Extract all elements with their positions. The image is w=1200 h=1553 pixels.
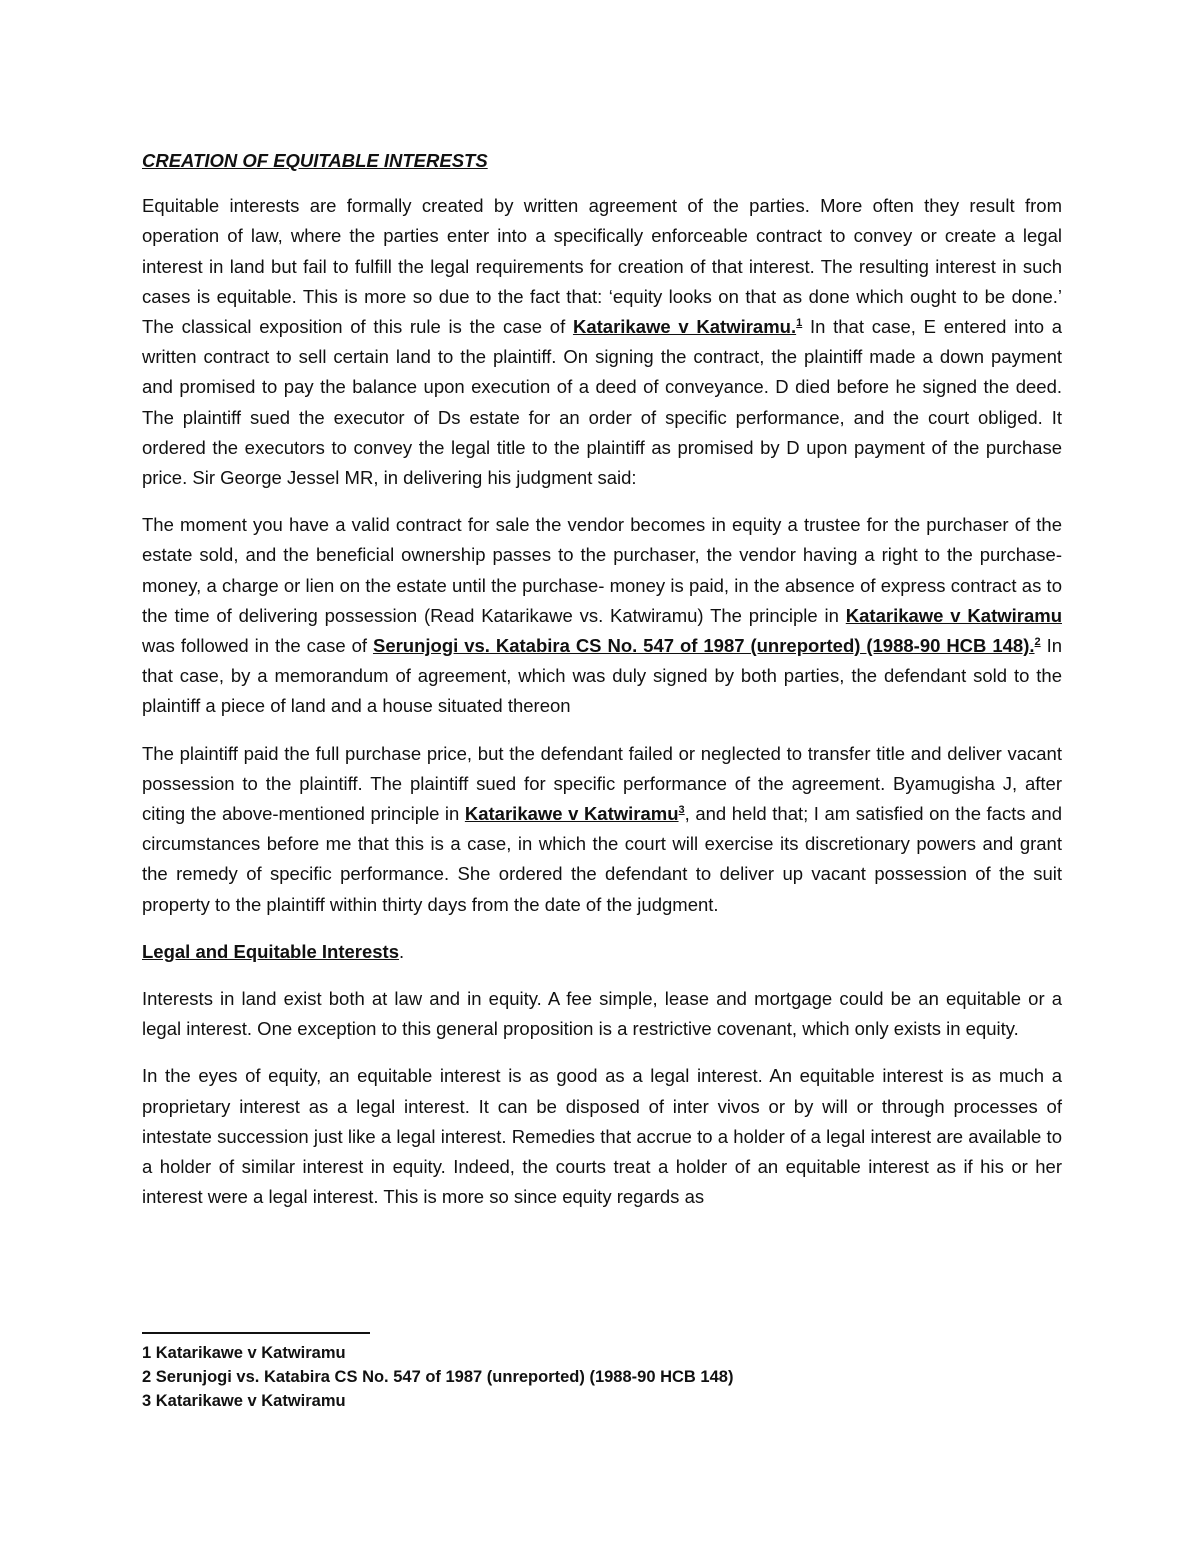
footnote-ref-1[interactable]: 1	[796, 316, 803, 329]
paragraph-1	[142, 191, 1062, 493]
paragraph-text: The moment you have a valid contract for sale the vendor becomes in equity a trustee for the purchaser of the estate sold, and the beneficial ownership passes to the purchaser, the vendor having a right to the purchase- money, a charge or lien on the estate until the purchase- money is paid, in the absence of express contract as to the time of delivering possession (Read Katarikawe vs. Katwiramu) The principle in	[142, 514, 1062, 626]
footnote-2: 2 Serunjogi vs. Katabira CS No. 547 of 1987 (unreported) (1988-90 HCB 148)	[142, 1368, 734, 1386]
paragraph-text: Equitable interests are formally created by written agreement of the parties. More often they result from operation of law, where the parties enter into a specifically enforceable contract to convey or create a legal interest in land but fail to fulfill the legal requirements for creation of that interest. The resulting interest in such cases is equitable. This is more so due to the fact that: ‘equity looks on that as done which ought to be done.’ The classical exposition of this rule is the case of	[142, 195, 1062, 338]
case-citation: Katarikawe v Katwiramu.	[572, 316, 797, 338]
footnote-separator	[142, 1332, 370, 1334]
paragraph-text: was followed in the case of	[142, 635, 373, 657]
paragraph-3	[142, 739, 1062, 920]
footnote-ref-3[interactable]: 3	[678, 803, 685, 816]
footnote-ref-2[interactable]: 2	[1034, 635, 1041, 648]
subheading	[142, 937, 1062, 967]
footnote-1: 1 Katarikawe v Katwiramu	[142, 1344, 346, 1362]
paragraph-4: Interests in land exist both at law and in equity. A fee simple, lease and mortgage could be an equitable or a legal interest. One exception to this general proposition is a restrictive covenant, which only exists in equity.	[142, 988, 1062, 1040]
paragraph-2	[142, 510, 1062, 721]
paragraph-text: , and held that; I am satisfied on the facts and circumstances before me that this is a case, in which the court will exercise its discretionary powers and grant the remedy of specific performance. She ordered the defendant to deliver up vacant possession of the suit property to the plaintiff within thirty days from the date of the judgment.	[142, 803, 1062, 915]
case-citation: Katarikawe v Katwiramu	[464, 803, 679, 825]
paragraph-text: In that case, E entered into a written contract to sell certain land to the plaintiff. On signing the contract, the plaintiff made a down payment and promised to pay the balance upon execution of a deed of conveyance. D died before he signed the deed. The plaintiff sued the executor of Ds estate for an order of specific performance, and the court obliged. It ordered the executors to convey the legal title to the plaintiff as promised by D upon payment of the purchase price. Sir George Jessel MR, in delivering his judgment said:	[142, 316, 1063, 489]
subheading-text: Legal and Equitable Interests	[142, 940, 400, 962]
section-heading: CREATION OF EQUITABLE INTERESTS	[142, 150, 488, 171]
footnote-3: 3 Katarikawe v Katwiramu	[142, 1392, 346, 1410]
subheading-period: .	[399, 940, 405, 962]
paragraph-text: The plaintiff paid the full purchase price, but the defendant failed or neglected to transfer title and deliver vacant possession to the plaintiff. The plaintiff sued for specific performance of the agreement. Byamugisha J, after citing the above-mentioned principle in	[142, 742, 1062, 825]
case-citation: Serunjogi vs. Katabira CS No. 547 of 1987 (unreported) (1988-90 HCB 148).	[372, 635, 1035, 657]
footnotes	[142, 1341, 1062, 1413]
paragraph-text: In that case, by a memorandum of agreement, which was duly signed by both parties, the defendant sold to the plaintiff a piece of land and a house situated thereon	[142, 635, 1062, 717]
document-body	[142, 146, 1062, 1230]
paragraph-5: In the eyes of equity, an equitable interest is as good as a legal interest. An equitable interest is as much a proprietary interest as a legal interest. It can be disposed of inter vivos or by will or through processes of intestate succession just like a legal interest. Remedies that accrue to a holder of a legal interest are available to a holder of similar interest in equity. Indeed, the courts treat a holder of an equitable interest as if his or her interest were a legal interest. This is more so since equity regards as	[142, 1065, 1062, 1208]
case-citation: Katarikawe v Katwiramu	[845, 604, 1062, 626]
